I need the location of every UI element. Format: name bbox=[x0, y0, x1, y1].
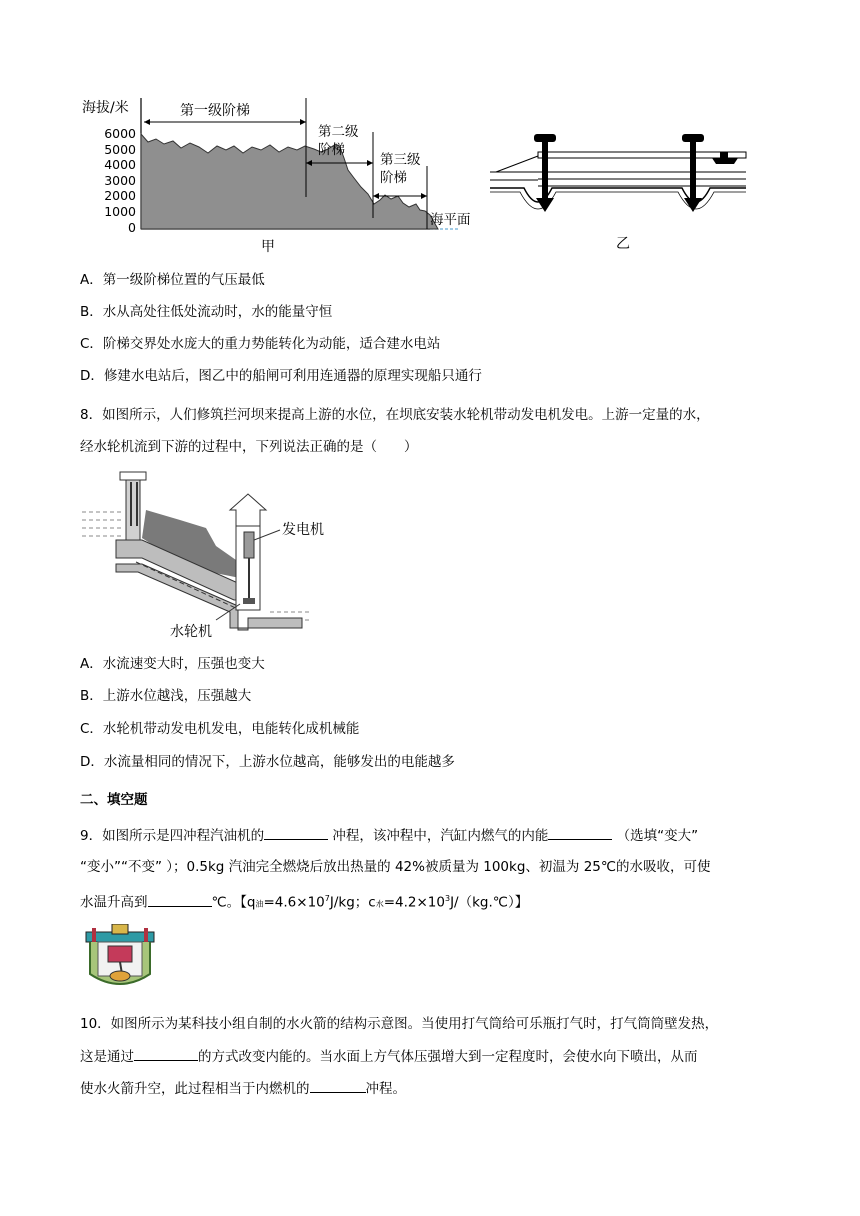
label-generator: 发电机 bbox=[282, 522, 324, 538]
q7-option-d: D．修建水电站后，图乙中的船闸可利用连通器的原理实现船只通行 bbox=[80, 368, 482, 384]
figure-jia-ylabel: 海拔/米 bbox=[82, 100, 129, 116]
q9-text-3c: =4.6×10 bbox=[263, 894, 325, 911]
figure-yi-caption: 乙 bbox=[616, 236, 630, 252]
tick-4000: 4000 bbox=[104, 157, 136, 172]
q8-stem-line2: 经水轮机流到下游的过程中，下列说法正确的是（ ） bbox=[80, 439, 418, 455]
q7-option-a: A．第一级阶梯位置的气压最低 bbox=[80, 272, 265, 288]
label-step3-line2: 阶梯 bbox=[380, 170, 407, 186]
label-turbine: 水轮机 bbox=[170, 624, 212, 640]
q9-sub-oil: 油 bbox=[255, 899, 264, 909]
q7-option-c: C．阶梯交界处水庞大的重力势能转化为动能，适合建水电站 bbox=[80, 336, 441, 352]
tick-2000: 2000 bbox=[104, 188, 136, 203]
q9-line3 bbox=[80, 889, 528, 915]
label-step3-line1: 第三级 bbox=[380, 152, 421, 168]
q7-option-b: B．水从高处往低处流动时，水的能量守恒 bbox=[80, 304, 333, 320]
q9-text-1b: 冲程，该冲程中，汽缸内燃气的内能 bbox=[328, 828, 549, 844]
label-step2-line2: 阶梯 bbox=[318, 142, 345, 158]
q9-exp-2: 3 bbox=[444, 894, 451, 903]
q10-line3 bbox=[80, 1078, 406, 1099]
q10-line1: 10．如图所示为某科技小组自制的水火箭的结构示意图。当使用打气筒给可乐瓶打气时，打气筒筒壁发热， bbox=[80, 1016, 719, 1032]
q9-line1 bbox=[80, 825, 698, 846]
q10-text-2b: 的方式改变内能的。当水面上方气体压强增大到一定程度时，会使水向下喷出，从而 bbox=[198, 1049, 698, 1065]
q8-stem-line1: 8．如图所示，人们修筑拦河坝来提高上游的水位，在坝底安装水轮机带动发电机发电。上游一定量的水， bbox=[80, 407, 710, 423]
label-step1: 第一级阶梯 bbox=[180, 103, 250, 119]
q9-text-3e: =4.2×10 bbox=[383, 894, 445, 911]
q8-option-a: A．水流速变大时，压强也变大 bbox=[80, 656, 265, 672]
q9-text-3b: ℃。【q bbox=[211, 894, 256, 911]
q9-exp-1: 7 bbox=[324, 894, 330, 903]
section-fill-in-title: 二、填空题 bbox=[80, 792, 148, 808]
q9-text-1c: （选填“变大” bbox=[612, 828, 699, 844]
q10-blank-2[interactable] bbox=[310, 1078, 366, 1093]
q8-option-b: B．上游水位越浅，压强越大 bbox=[80, 688, 252, 704]
figure-yi-ship-lock bbox=[490, 128, 752, 252]
label-sea-level: 海平面 bbox=[430, 212, 471, 228]
q10-text-3a: 使水火箭升空，此过程相当于内燃机的 bbox=[80, 1081, 310, 1097]
q8-option-d: D．水流量相同的情况下，上游水位越高，能够发出的电能越多 bbox=[80, 754, 455, 770]
q9-text-3d: J/kg；c bbox=[329, 894, 376, 911]
q9-text-3f: J/（kg.℃）】 bbox=[450, 894, 529, 911]
tick-6000: 6000 bbox=[104, 126, 136, 141]
q10-text-3b: 冲程。 bbox=[365, 1081, 406, 1097]
q9-text-3a: 水温升高到 bbox=[80, 894, 148, 911]
q9-blank-2[interactable] bbox=[548, 825, 612, 840]
tick-3000: 3000 bbox=[104, 173, 136, 188]
q9-line2: “变小”“不变” ）；0.5kg 汽油完全燃烧后放出热量的 42%被质量为 100kg、初温为 25℃的水吸收，可使 bbox=[80, 859, 711, 875]
figure-jia-elevation-profile bbox=[78, 92, 488, 257]
q9-blank-3[interactable] bbox=[148, 892, 212, 907]
tick-0: 0 bbox=[128, 220, 136, 235]
tick-5000: 5000 bbox=[104, 142, 136, 157]
q9-sub-water: 水 bbox=[375, 899, 384, 909]
q9-text-1a: 9．如图所示是四冲程汽油机的 bbox=[80, 828, 265, 844]
figure-dam-turbine bbox=[80, 468, 335, 640]
q10-line2 bbox=[80, 1046, 698, 1067]
label-step2-line1: 第二级 bbox=[318, 124, 359, 140]
figure-jia-caption: 甲 bbox=[261, 239, 275, 255]
tick-1000: 1000 bbox=[104, 204, 136, 219]
q10-blank-1[interactable] bbox=[134, 1046, 198, 1061]
q8-option-c: C．水轮机带动发电机发电，电能转化成机械能 bbox=[80, 721, 360, 737]
figure-engine-stroke bbox=[82, 924, 158, 990]
q10-text-2a: 这是通过 bbox=[80, 1049, 134, 1065]
q9-blank-1[interactable] bbox=[264, 825, 328, 840]
